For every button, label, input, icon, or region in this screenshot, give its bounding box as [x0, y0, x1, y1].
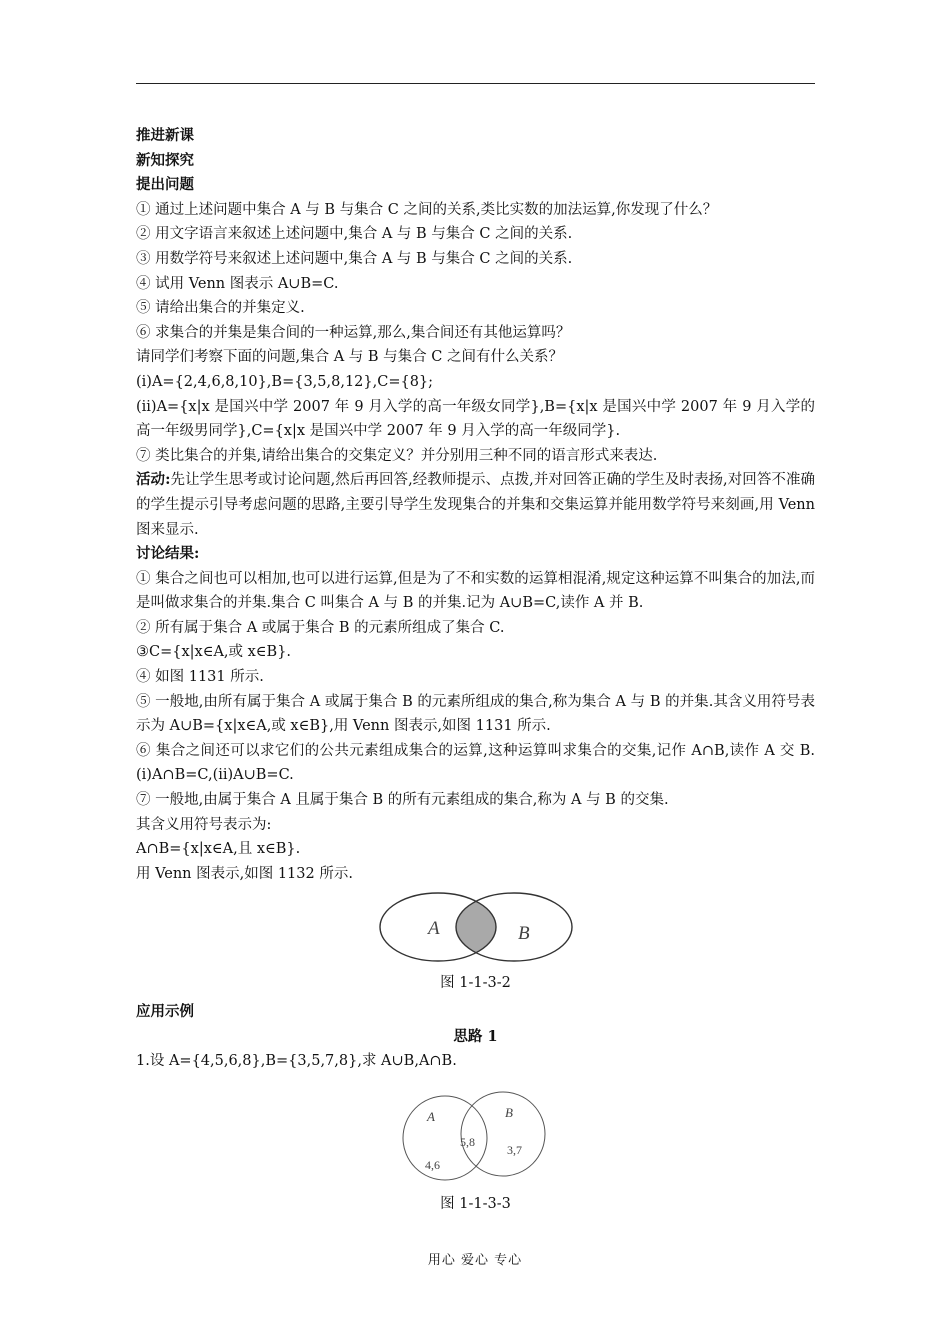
set-a-label: A: [427, 918, 440, 940]
activity-label: 活动:: [136, 471, 171, 489]
b-only-elements: 3,7: [506, 1142, 522, 1157]
example-problem-1: 1.设 A={4,5,6,8},B={3,5,7,8},求 A∪B,A∩B.: [136, 1053, 457, 1070]
activity-text: 先让学生思考或讨论问题,然后再回答,经教师提示、点拨,并对回答正确的学生及时表扬,对回答不准确的学生提示引导考虑问题的思路,主要引导学生发现集合的并集和交集运算并能用数学符号来刻画,用 Venn 图来显示.: [136, 472, 815, 538]
section-heading-new-lesson: 推进新课: [136, 127, 194, 144]
venn-intersection-figure: [376, 889, 576, 965]
case-ii: (ii)A={x|x 是国兴中学 2007 年 9 月入学的高一年级女同学},B={x|x 是国兴中学 2007 年 9 月入学的高一年级男同学},C={x|x 是国兴中学 2007 年 9 月入学的高一年级同学}.: [136, 398, 815, 440]
examples-heading: 应用示例: [136, 1003, 194, 1020]
set-b-circle: [461, 1092, 545, 1176]
discussion-item-2: ② 所有属于集合 A 或属于集合 B 的元素所组成了集合 C.: [136, 619, 505, 636]
question-7: ⑦ 类比集合的并集,请给出集合的交集定义？并分别用三种不同的语言形式来表达.: [136, 447, 658, 464]
venn-reference: 用 Venn 图表示,如图 1132 所示.: [136, 865, 353, 882]
discussion-item-3: ③C={x|x∈A,或 x∈B}.: [136, 644, 292, 661]
symbol-intro: 其含义用符号表示为:: [136, 816, 272, 833]
intersection-elements: 5,8: [459, 1134, 475, 1149]
question-2: ② 用文字语言来叙述上述问题中,集合 A 与 B 与集合 C 之间的关系.: [136, 226, 573, 243]
a-only-elements: 4,6: [424, 1157, 440, 1172]
venn-example-figure: [401, 1078, 551, 1184]
discussion-label: 讨论结果:: [136, 545, 200, 563]
section-heading-explore: 新知探究: [136, 151, 194, 169]
set-b-label: B: [504, 1104, 513, 1120]
case-i: (i)A={2,4,6,8,10},B={3,5,8,12},C={8};: [136, 373, 434, 390]
document-body: [136, 124, 815, 1216]
discussion-item-5: ⑤ 一般地,由所有属于集合 A 或属于集合 B 的元素所组成的集合,称为集合 A 与 B 的并集.其含义用符号表示为 A∪B={x|x∈A,或 x∈B},用 Venn 图表示,如图 1131 所示.: [136, 693, 815, 735]
figure1-caption: 图 1-1-3-2: [440, 975, 511, 992]
discussion-item-4: ④ 如图 1131 所示.: [136, 669, 264, 686]
page-footer: 用心 爱心 专心: [427, 1253, 523, 1268]
question-3: ③ 用数学符号来叙述上述问题中,集合 A 与 B 与集合 C 之间的关系.: [136, 250, 573, 267]
question-5: ⑤ 请给出集合的并集定义.: [136, 300, 305, 317]
discussion-item-6: ⑥ 集合之间还可以求它们的公共元素组成集合的运算,这种运算叫求集合的交集,记作 A∩B,读作 A 交 B.(i)A∩B=C,(ii)A∪B=C.: [136, 742, 815, 784]
discussion-item-1: ① 集合之间也可以相加,也可以进行运算,但是为了不和实数的运算相混淆,规定这种运算不叫集合的加法,而是叫做求集合的并集.集合 C 叫集合 A 与 B 的并集.记为 A∪B=C,读作 A 并 B.: [136, 570, 815, 612]
activity-paragraph: [136, 468, 815, 542]
figure2-caption: 图 1-1-3-3: [440, 1195, 511, 1212]
prompt-paragraph: 请同学们考察下面的问题,集合 A 与 B 与集合 C 之间有什么关系？: [136, 349, 563, 366]
header-rule: [136, 83, 815, 84]
section-heading-questions: 提出问题: [136, 176, 194, 194]
intersection-formula: A∩B={x|x∈A,且 x∈B}.: [136, 841, 301, 858]
question-1: ① 通过上述问题中集合 A 与 B 与集合 C 之间的关系,类比实数的加法运算,你发现了什么？: [136, 201, 718, 218]
discussion-item-7: ⑦ 一般地,由属于集合 A 且属于集合 B 的所有元素组成的集合,称为 A 与 B 的交集.: [136, 792, 669, 809]
question-4: ④ 试用 Venn 图表示 A∪B=C.: [136, 275, 339, 292]
approach-heading: 思路 1: [453, 1027, 498, 1045]
set-a-label: A: [426, 1108, 435, 1124]
question-6: ⑥ 求集合的并集是集合间的一种运算,那么,集合间还有其他运算吗？: [136, 324, 571, 341]
set-b-label: B: [517, 923, 530, 945]
